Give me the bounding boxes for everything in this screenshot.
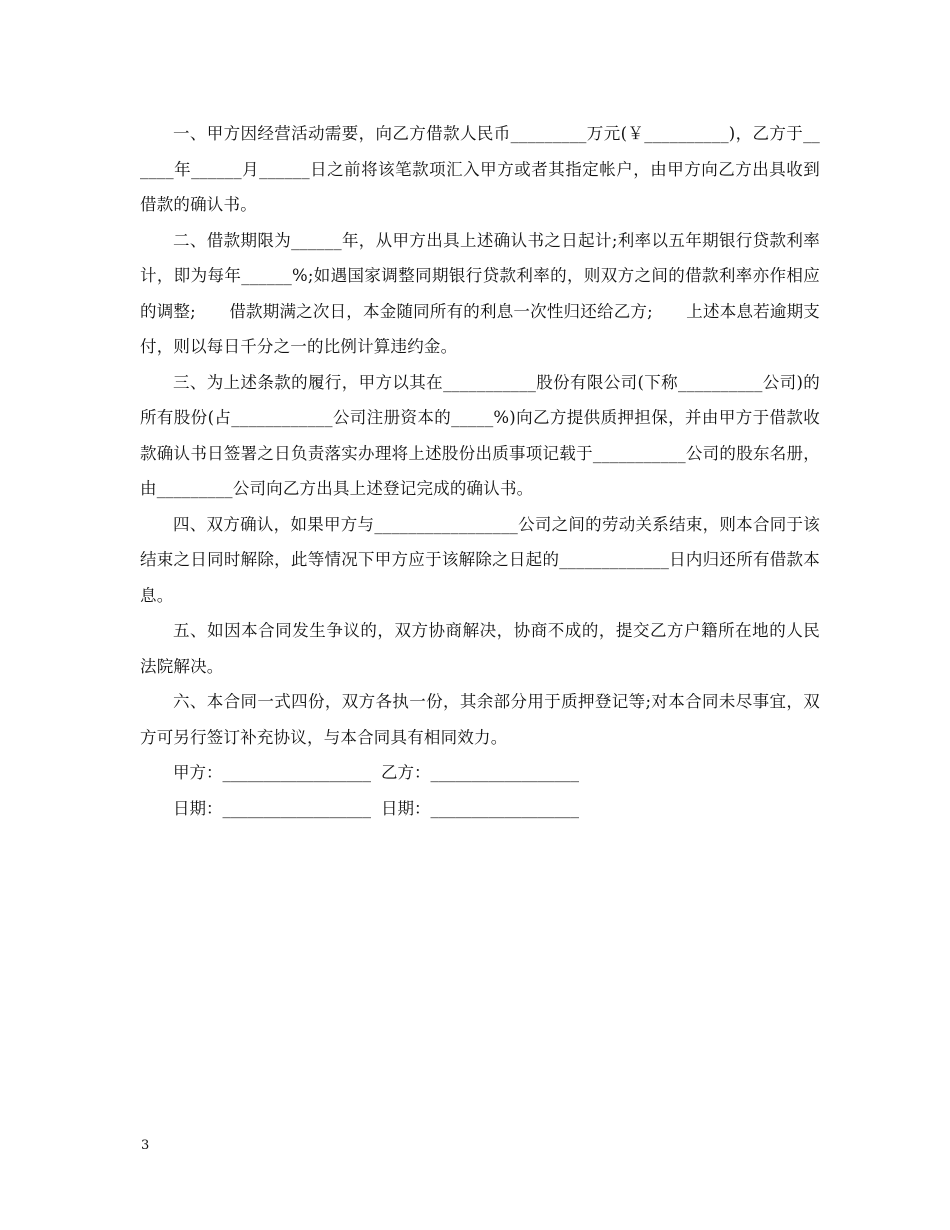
party-a-date-line: 日期：__________________ [173, 798, 371, 818]
clause-5: 五、如因本合同发生争议的，双方协商解决，协商不成的，提交乙方户籍所在地的人民法院解决。 [140, 621, 820, 676]
clause-2: 二、借款期限为______年，从甲方出具上述确认书之日起计;利率以五年期银行贷款利率计，即为每年______%;如遇国家调整同期银行贷款利率的，则双方之间的借款利率亦作相应的调整; 借款期满之次日，本金随同所有的利息一次性归还给乙方; 上述本息若逾期支付，则以每日千分之一的比例计算违约金。 [140, 230, 820, 356]
contract-body [140, 116, 820, 826]
page-number: 3 [141, 1138, 150, 1153]
clause-1: 一、甲方因经营活动需要，向乙方借款人民币_________万元(￥__________)，乙方于______年______月______日之前将该笔款项汇入甲方或者其指定帐户，由甲方向乙方出具收到借款的确认书。 [140, 124, 820, 214]
signature-row [140, 755, 820, 791]
clause-6: 六、本合同一式四份，双方各执一份，其余部分用于质押登记等;对本合同未尽事宜，双方可另行签订补充协议，与本合同具有相同效力。 [140, 692, 820, 747]
party-a-signature-line: 甲方：__________________ [173, 763, 371, 782]
party-b-signature-line: 乙方：__________________ [381, 763, 579, 782]
party-b-date-line: 日期：__________________ [381, 798, 579, 818]
clause-3: 三、为上述条款的履行，甲方以其在___________股份有限公司(下称__________公司)的所有股份(占____________公司注册资本的_____%)向乙方提供质押担保，并由甲方于借款收款确认书日签署之日负责落实办理将上述股份出质事项记载于___________公司的股东名册，由_________公司向乙方出具上述登记完成的确认书。 [140, 372, 820, 498]
date-row [140, 791, 820, 827]
clause-4: 四、双方确认，如果甲方与_________________公司之间的劳动关系结束，则本合同于该结束之日同时解除，此等情况下甲方应于该解除之日起的_____________日内归还所有借款本息。 [140, 514, 820, 605]
